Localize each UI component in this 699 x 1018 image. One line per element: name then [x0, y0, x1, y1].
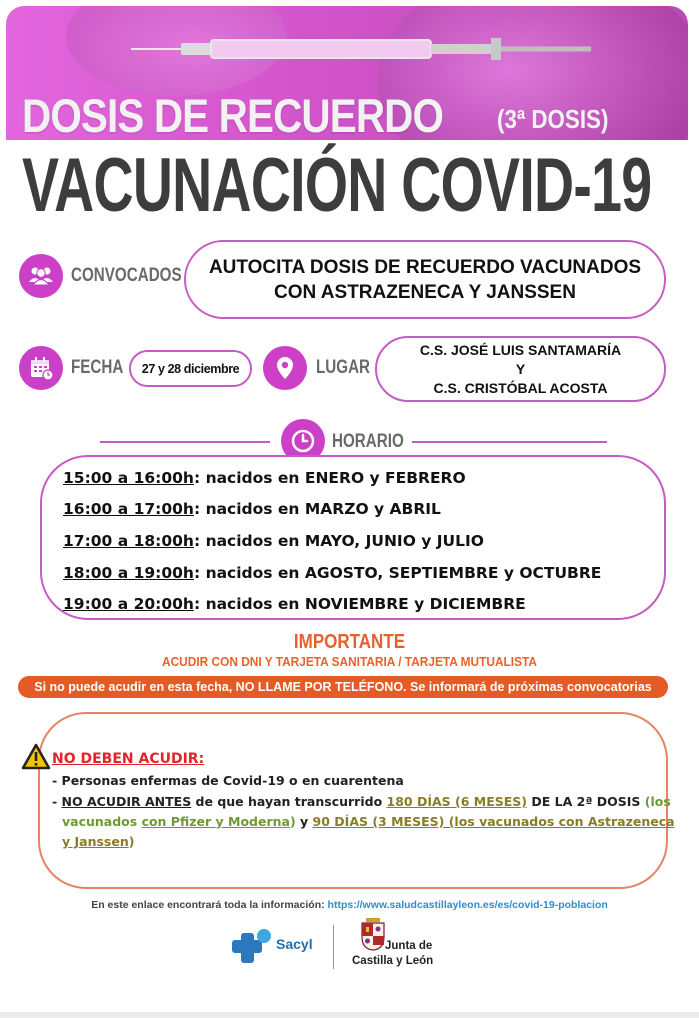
- page-title: DOSIS DE RECUERDO: [22, 89, 444, 142]
- logo-divider: [333, 925, 334, 969]
- importante-subtitle: ACUDIR CON DNI Y TARJETA SANITARIA / TARJETA MUTUALISTA: [162, 655, 537, 669]
- convocados-label: CONVOCADOS: [71, 265, 182, 286]
- lugar-line-3: C.S. CRISTÓBAL ACOSTA: [433, 379, 608, 396]
- bottom-strip: [0, 1012, 699, 1018]
- schedule-row: 18:00 a 19:00h: nacidos en AGOSTO, SEPTIEMBRE y OCTUBRE: [63, 564, 602, 582]
- convocados-line-1: AUTOCITA DOSIS DE RECUERDO VACUNADOS: [208, 256, 642, 278]
- phone-notice-bar: Si no puede acudir en esta fecha, NO LLAME POR TELÉFONO. Se informará de próximas convocatorias: [18, 676, 668, 698]
- schedule-row: 19:00 a 20:00h: nacidos en NOVIEMBRE y DICIEMBRE: [63, 595, 526, 613]
- info-link-line: En este enlace encontrará toda la información: https://www.saludcastillayleon.es/es/covid-19-poblacion: [91, 899, 608, 911]
- no-acudir-item: - Personas enfermas de Covid-19 o en cuarentena: [52, 773, 404, 788]
- page-subtitle: (3ª DOSIS): [497, 104, 609, 134]
- horario-box: [40, 455, 666, 620]
- fecha-value: 27 y 28 diciembre: [141, 361, 240, 376]
- schedule-row: 17:00 a 18:00h: nacidos en MAYO, JUNIO y JULIO: [63, 532, 484, 550]
- warning-icon: [21, 743, 51, 770]
- no-acudir-item: - NO ACUDIR ANTES de que hayan transcurrido 180 DÍAS (6 MESES) DE LA 2ª DOSIS (los: [52, 794, 671, 809]
- importante-title: IMPORTANTE: [293, 631, 406, 653]
- lugar-line-2: Y: [515, 360, 526, 377]
- fecha-label: FECHA: [71, 357, 124, 378]
- calendar-icon: [19, 346, 63, 390]
- syringe-icon: [131, 38, 591, 60]
- schedule-row: 16:00 a 17:00h: nacidos en MARZO y ABRIL: [63, 500, 441, 518]
- lugar-label: LUGAR: [316, 357, 371, 378]
- sacyl-logo-text: Sacyl: [276, 936, 313, 952]
- lugar-line-1: C.S. JOSÉ LUIS SANTAMARÍA: [419, 341, 622, 358]
- info-link[interactable]: https://www.saludcastillayleon.es/es/covid-19-poblacion: [327, 899, 608, 911]
- schedule-row: 15:00 a 16:00h: nacidos en ENERO y FEBRERO: [63, 469, 466, 487]
- no-acudir-item-cont: y Janssen): [62, 834, 135, 849]
- divider: [412, 441, 607, 443]
- location-pin-icon: [263, 346, 307, 390]
- no-acudir-item-cont: vacunados con Pfizer y Moderna) y 90 DÍAS (3 MESES) (los vacunados con Astrazeneca: [62, 814, 675, 829]
- sacyl-cross-icon: [230, 925, 278, 969]
- horario-label: HORARIO: [332, 431, 404, 452]
- convocados-line-2: CON ASTRAZENECA Y JANSSEN: [274, 281, 576, 303]
- jcyl-logo-text: Castilla y León: [352, 955, 434, 967]
- divider: [100, 441, 270, 443]
- convocados-box: [184, 240, 666, 319]
- fecha-box: [129, 350, 252, 387]
- coat-of-arms-icon: [359, 917, 387, 951]
- jcyl-logo-text: Junta de: [385, 940, 433, 952]
- people-icon: [19, 254, 63, 298]
- no-acudir-title: NO DEBEN ACUDIR:: [52, 751, 205, 767]
- headline: VACUNACIÓN COVID-19: [22, 143, 652, 228]
- lugar-box: [375, 336, 666, 402]
